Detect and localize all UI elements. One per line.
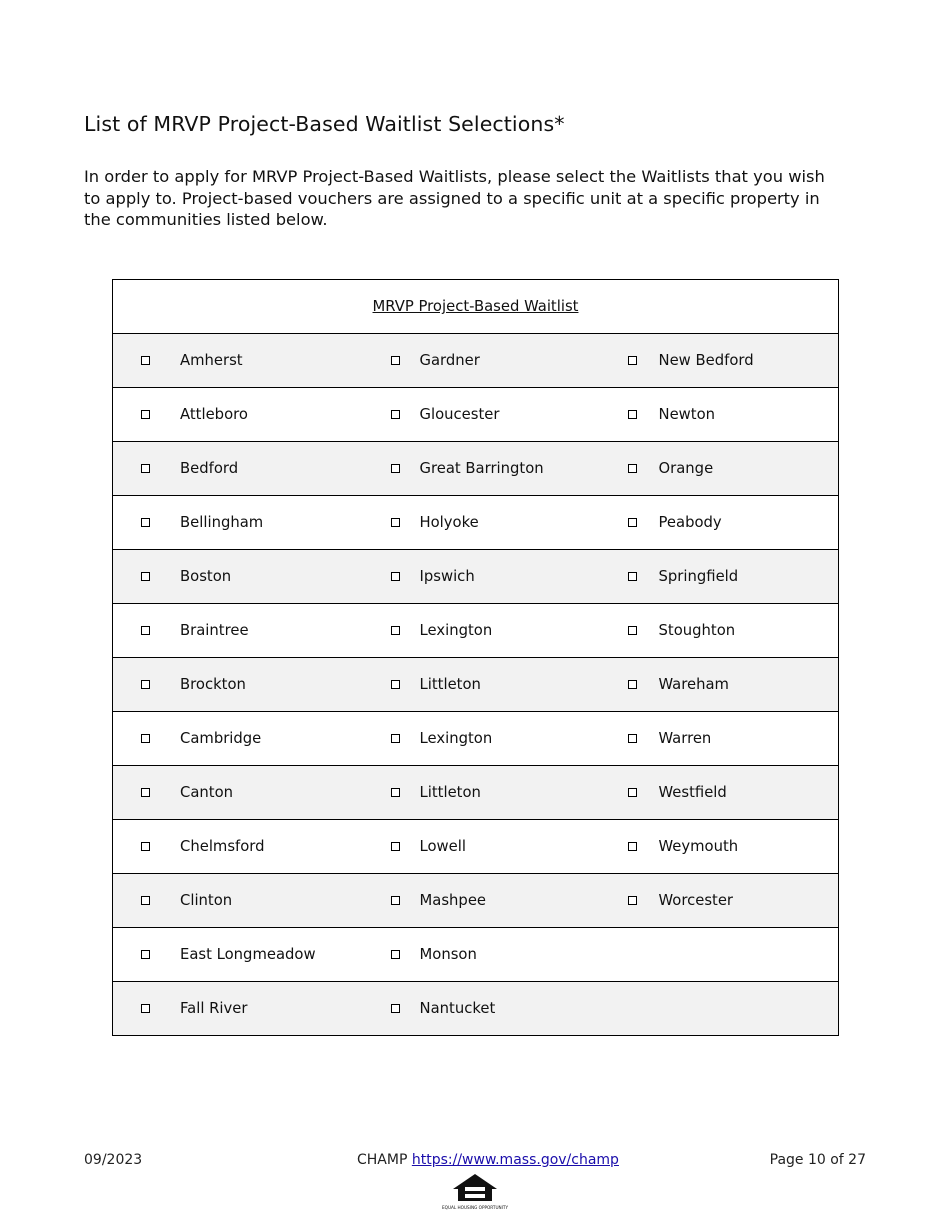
city-label: Stoughton xyxy=(658,622,736,639)
table-cell xyxy=(113,658,377,712)
table-row xyxy=(113,820,839,874)
checkbox[interactable] xyxy=(141,680,150,689)
table-row xyxy=(113,496,839,550)
checkbox[interactable] xyxy=(141,572,150,581)
city-label: Springfield xyxy=(658,568,739,585)
table-cell xyxy=(610,550,839,604)
checkbox[interactable] xyxy=(391,950,400,959)
table-cell xyxy=(377,442,610,496)
eho-logo-text: EQUAL HOUSING OPPORTUNITY xyxy=(442,1205,508,1210)
table-cell xyxy=(113,928,377,982)
checkbox[interactable] xyxy=(391,410,400,419)
table-cell xyxy=(113,442,377,496)
checkbox[interactable] xyxy=(141,356,150,365)
city-label: Chelmsford xyxy=(180,838,265,855)
waitlist-option[interactable] xyxy=(377,892,610,909)
city-label: Bellingham xyxy=(180,514,264,531)
waitlist-option[interactable] xyxy=(610,622,839,639)
checkbox[interactable] xyxy=(141,1004,150,1013)
checkbox[interactable] xyxy=(391,1004,400,1013)
checkbox[interactable] xyxy=(628,842,637,851)
checkbox[interactable] xyxy=(628,734,637,743)
checkbox[interactable] xyxy=(141,518,150,527)
equal-housing-opportunity-logo xyxy=(442,1172,508,1212)
table-cell xyxy=(610,388,839,442)
city-label: Lexington xyxy=(419,622,493,639)
checkbox[interactable] xyxy=(628,410,637,419)
checkbox[interactable] xyxy=(141,896,150,905)
waitlist-option[interactable] xyxy=(113,352,377,369)
footer-program: CHAMP xyxy=(357,1152,408,1168)
waitlist-option[interactable] xyxy=(113,730,377,747)
table-row xyxy=(113,604,839,658)
table-header xyxy=(113,280,839,334)
checkbox[interactable] xyxy=(391,788,400,797)
waitlist-option[interactable] xyxy=(610,406,839,423)
waitlist-option[interactable] xyxy=(610,892,839,909)
waitlist-option[interactable] xyxy=(377,946,610,963)
waitlist-option[interactable] xyxy=(377,460,610,477)
waitlist-table xyxy=(112,279,839,1036)
checkbox[interactable] xyxy=(141,788,150,797)
city-label: Nantucket xyxy=(419,1000,496,1017)
table-row xyxy=(113,658,839,712)
footer-date: 09/2023 xyxy=(84,1152,143,1168)
waitlist-option[interactable] xyxy=(610,568,839,585)
table-cell xyxy=(610,334,839,388)
waitlist-option[interactable] xyxy=(610,784,839,801)
city-label: Fall River xyxy=(180,1000,248,1017)
city-label: Warren xyxy=(658,730,712,747)
city-label: Gardner xyxy=(419,352,480,369)
checkbox[interactable] xyxy=(628,518,637,527)
waitlist-option[interactable] xyxy=(377,838,610,855)
city-label: Bedford xyxy=(180,460,239,477)
city-label: Boston xyxy=(180,568,232,585)
waitlist-option[interactable] xyxy=(377,514,610,531)
table-cell xyxy=(113,982,377,1036)
waitlist-option[interactable] xyxy=(377,730,610,747)
table-cell xyxy=(113,874,377,928)
table-cell xyxy=(377,388,610,442)
checkbox[interactable] xyxy=(391,464,400,473)
table-row xyxy=(113,442,839,496)
waitlist-option[interactable] xyxy=(113,1000,377,1017)
waitlist-option[interactable] xyxy=(113,568,377,585)
checkbox[interactable] xyxy=(391,572,400,581)
table-cell xyxy=(610,496,839,550)
table-cell xyxy=(377,874,610,928)
checkbox[interactable] xyxy=(628,896,637,905)
checkbox[interactable] xyxy=(141,626,150,635)
table-cell xyxy=(610,442,839,496)
checkbox[interactable] xyxy=(628,626,637,635)
waitlist-option[interactable] xyxy=(113,838,377,855)
city-label: Worcester xyxy=(658,892,734,909)
city-label: Mashpee xyxy=(419,892,487,909)
checkbox[interactable] xyxy=(391,734,400,743)
city-label: Monson xyxy=(419,946,477,963)
checkbox[interactable] xyxy=(628,680,637,689)
waitlist-option[interactable] xyxy=(377,1000,610,1017)
checkbox[interactable] xyxy=(628,572,637,581)
city-label: Lowell xyxy=(419,838,466,855)
waitlist-option[interactable] xyxy=(113,622,377,639)
waitlist-option[interactable] xyxy=(113,460,377,477)
table-cell xyxy=(377,928,610,982)
table-cell xyxy=(610,766,839,820)
table-cell xyxy=(610,712,839,766)
checkbox[interactable] xyxy=(141,410,150,419)
city-label: New Bedford xyxy=(658,352,754,369)
city-label: Amherst xyxy=(180,352,243,369)
waitlist-option[interactable] xyxy=(113,406,377,423)
table-cell xyxy=(610,604,839,658)
table-row xyxy=(113,712,839,766)
checkbox[interactable] xyxy=(628,788,637,797)
table-cell xyxy=(610,982,839,1036)
checkbox[interactable] xyxy=(391,896,400,905)
table-cell xyxy=(113,550,377,604)
waitlist-option[interactable] xyxy=(610,514,839,531)
checkbox[interactable] xyxy=(391,680,400,689)
city-label: Cambridge xyxy=(180,730,262,747)
table-header-text: MRVP Project-Based Waitlist xyxy=(372,298,579,315)
table-row xyxy=(113,388,839,442)
city-label: Wareham xyxy=(658,676,729,693)
table-cell xyxy=(610,928,839,982)
waitlist-option[interactable] xyxy=(377,676,610,693)
table-cell xyxy=(113,388,377,442)
city-label: Weymouth xyxy=(658,838,739,855)
waitlist-option[interactable] xyxy=(113,892,377,909)
page-title: List of MRVP Project-Based Waitlist Selections* xyxy=(84,112,565,136)
waitlist-option[interactable] xyxy=(377,352,610,369)
waitlist-option[interactable] xyxy=(113,784,377,801)
waitlist-option[interactable] xyxy=(610,460,839,477)
checkbox[interactable] xyxy=(391,626,400,635)
waitlist-option[interactable] xyxy=(377,784,610,801)
city-label: Peabody xyxy=(658,514,722,531)
city-label: Braintree xyxy=(180,622,249,639)
city-label: Brockton xyxy=(180,676,246,693)
checkbox[interactable] xyxy=(628,464,637,473)
table-cell xyxy=(113,334,377,388)
waitlist-option[interactable] xyxy=(113,946,377,963)
table-row xyxy=(113,766,839,820)
waitlist-option[interactable] xyxy=(377,406,610,423)
city-label: Westfield xyxy=(658,784,727,801)
table-cell xyxy=(377,496,610,550)
table-cell xyxy=(113,712,377,766)
checkbox[interactable] xyxy=(141,950,150,959)
city-label: Clinton xyxy=(180,892,233,909)
table-cell xyxy=(377,604,610,658)
checkbox[interactable] xyxy=(141,842,150,851)
waitlist-option[interactable] xyxy=(610,730,839,747)
city-label: Attleboro xyxy=(180,406,248,423)
table-cell xyxy=(377,982,610,1036)
city-label: Littleton xyxy=(419,676,481,693)
checkbox[interactable] xyxy=(628,356,637,365)
footer-page-number: Page 10 of 27 xyxy=(769,1152,866,1168)
table-row xyxy=(113,874,839,928)
table-cell xyxy=(610,658,839,712)
footer-link[interactable]: https://www.mass.gov/champ xyxy=(411,1152,619,1168)
table-cell xyxy=(377,766,610,820)
table-cell xyxy=(113,820,377,874)
table-row xyxy=(113,550,839,604)
waitlist-option[interactable] xyxy=(113,514,377,531)
table-cell xyxy=(610,874,839,928)
checkbox[interactable] xyxy=(141,464,150,473)
waitlist-option[interactable] xyxy=(610,838,839,855)
city-label: Canton xyxy=(180,784,234,801)
waitlist-option[interactable] xyxy=(377,568,610,585)
table-cell xyxy=(377,712,610,766)
checkbox[interactable] xyxy=(391,356,400,365)
table-header-row xyxy=(113,280,839,334)
table-cell xyxy=(113,496,377,550)
table-cell xyxy=(377,820,610,874)
intro-paragraph: In order to apply for MRVP Project-Based Waitlists, please select the Waitlists that you wish to apply to. Project-based vouchers are assigned to a specific unit at a specific property in the communities listed below. xyxy=(84,167,825,229)
city-label: Newton xyxy=(658,406,716,423)
table-cell xyxy=(377,550,610,604)
city-label: Great Barrington xyxy=(419,460,544,477)
table-row xyxy=(113,928,839,982)
table-cell xyxy=(377,334,610,388)
table-cell xyxy=(113,766,377,820)
city-label: Lexington xyxy=(419,730,493,747)
city-label: Gloucester xyxy=(419,406,500,423)
table-cell xyxy=(377,658,610,712)
waitlist-option[interactable] xyxy=(377,622,610,639)
city-label: Ipswich xyxy=(419,568,475,585)
table-row xyxy=(113,982,839,1036)
city-label: Littleton xyxy=(419,784,481,801)
waitlist-option[interactable] xyxy=(113,676,377,693)
table-cell xyxy=(610,820,839,874)
checkbox[interactable] xyxy=(391,518,400,527)
city-label: Orange xyxy=(658,460,714,477)
checkbox[interactable] xyxy=(141,734,150,743)
footer-center xyxy=(357,1152,619,1168)
city-label: Holyoke xyxy=(419,514,479,531)
table-cell xyxy=(113,604,377,658)
waitlist-option[interactable] xyxy=(610,676,839,693)
waitlist-option[interactable] xyxy=(610,352,839,369)
checkbox[interactable] xyxy=(391,842,400,851)
city-label: East Longmeadow xyxy=(180,946,316,963)
table-row xyxy=(113,334,839,388)
